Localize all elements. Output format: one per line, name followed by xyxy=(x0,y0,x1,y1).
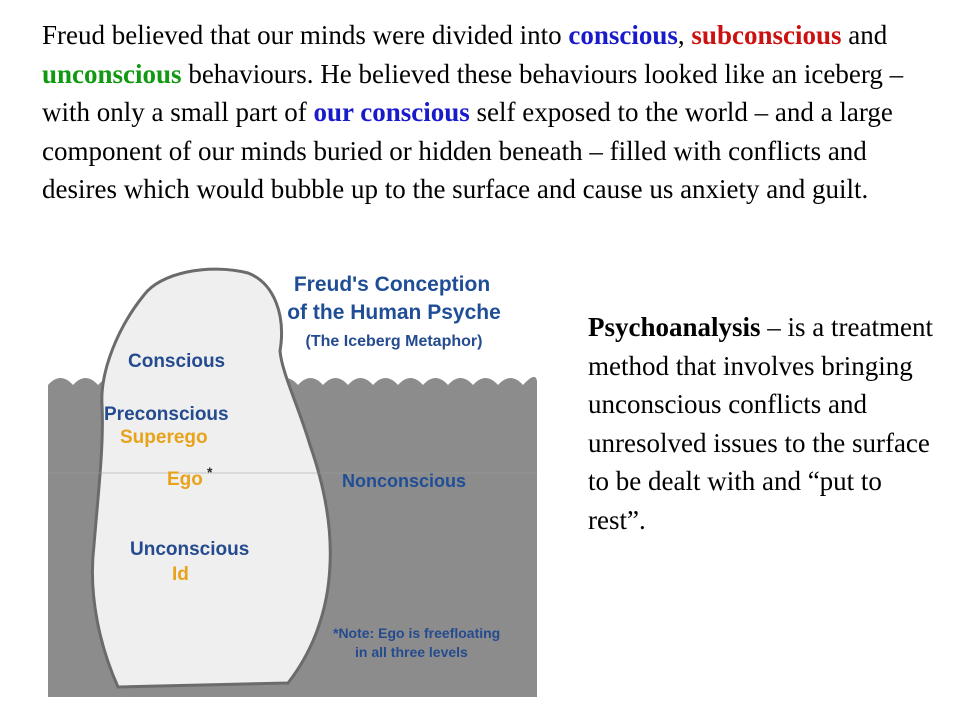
label-preconscious: Preconscious xyxy=(104,404,229,425)
label-conscious: Conscious xyxy=(128,351,226,372)
note-line1: *Note: Ego is freefloating xyxy=(333,625,501,641)
intro-text: Freud believed that our minds were divided into xyxy=(42,20,569,50)
label-id: Id xyxy=(172,564,189,585)
intro-text: , xyxy=(677,20,685,50)
term-conscious: conscious xyxy=(568,20,678,50)
label-ego-asterisk: * xyxy=(207,464,213,480)
label-nonconscious: Nonconscious xyxy=(342,471,467,491)
diagram-subtitle: (The Iceberg Metaphor) xyxy=(305,333,483,350)
intro-text: and xyxy=(841,20,888,50)
label-unconscious: Unconscious xyxy=(130,539,250,560)
psychoanalysis-text: – is a treatment method that involves bringing unconscious conflicts and unresolved issues to the surface to be dealt with and “put to rest”. xyxy=(588,312,933,535)
note-line2: in all three levels xyxy=(355,644,468,660)
term-subconscious: subconscious xyxy=(691,20,842,50)
psychoanalysis-term: Psychoanalysis xyxy=(588,312,761,342)
diagram-title-line2: of the Human Psyche xyxy=(287,301,501,324)
intro-text: self exposed to the world – and a large component of our minds buried or hidden beneath – filled with conflicts and desires which would bubble up to the surface and cause us anxiety and guilt. xyxy=(42,97,893,204)
intro-paragraph xyxy=(42,16,942,209)
psychoanalysis-definition xyxy=(588,308,938,539)
iceberg-diagram xyxy=(48,255,537,697)
term-our-conscious: our conscious xyxy=(313,97,470,127)
diagram-title-line1: Freud's Conception xyxy=(293,273,491,296)
term-unconscious: unconscious xyxy=(42,58,182,89)
intro-text: behaviours. He believed these behaviours looked like an iceberg – with only a small part of xyxy=(42,58,904,127)
label-superego: Superego xyxy=(120,427,208,448)
label-ego: Ego xyxy=(167,469,203,490)
